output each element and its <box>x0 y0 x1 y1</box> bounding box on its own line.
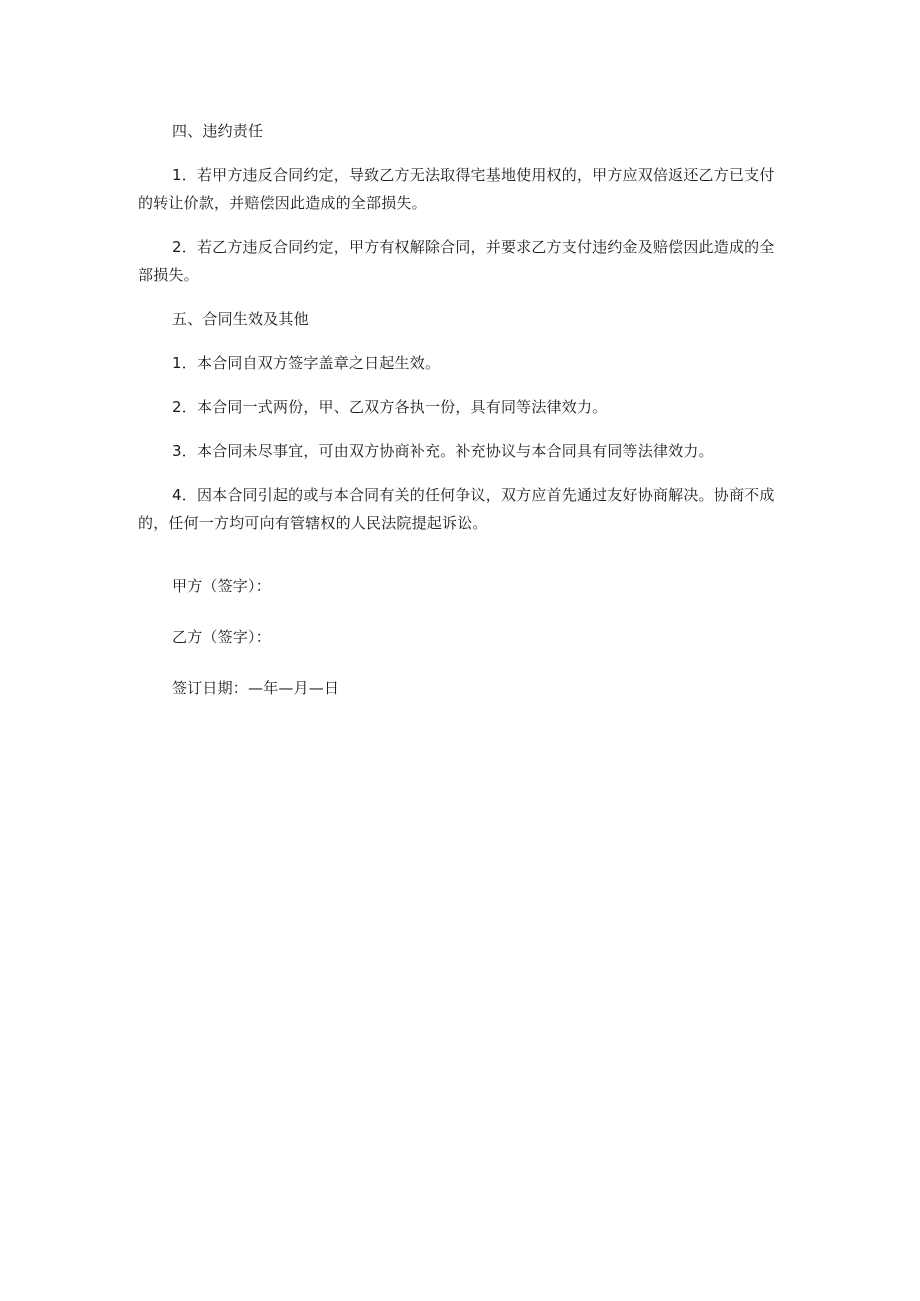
signing-date-line: 签订日期：—年—月—日 <box>172 679 340 697</box>
party-a-signature-line: 甲方（签字）： <box>172 577 271 595</box>
clause-5-2: 2．本合同一式两份，甲、乙双方各执一份，具有同等法律效力。 <box>172 398 608 416</box>
document-body <box>138 117 786 702</box>
section-heading-breach: 四、违约责任 <box>172 122 264 140</box>
section-heading-effectiveness: 五、合同生效及其他 <box>172 310 309 328</box>
clause-5-3: 3．本合同未尽事宜，可由双方协商补充。补充协议与本合同具有同等法律效力。 <box>172 442 714 460</box>
party-b-signature-line: 乙方（签字）： <box>172 628 271 646</box>
clause-5-4: 4．因本合同引起的或与本合同有关的任何争议，双方应首先通过友好协商解决。协商不成的，任何一方均可向有管辖权的人民法院提起诉讼。 <box>138 486 775 532</box>
clause-4-1: 1．若甲方违反合同约定，导致乙方无法取得宅基地使用权的，甲方应双倍返还乙方已支付的转让价款，并赔偿因此造成的全部损失。 <box>138 166 775 212</box>
clause-5-1: 1．本合同自双方签字盖章之日起生效。 <box>172 354 441 372</box>
clause-4-2: 2．若乙方违反合同约定，甲方有权解除合同，并要求乙方支付违约金及赔偿因此造成的全部损失。 <box>138 238 775 284</box>
